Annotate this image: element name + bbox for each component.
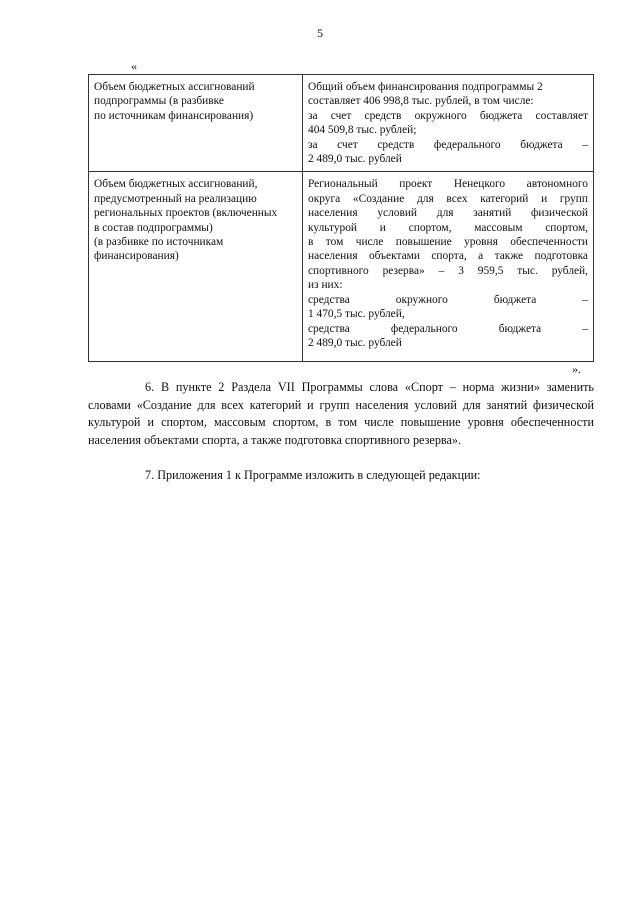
row1-left-cell (89, 75, 303, 172)
cell-line: (в разбивке по источникам (94, 236, 224, 249)
cell-line: культурой и спортом, массовым спортом, (308, 221, 588, 234)
cell-line: населения объектами спорта, а также подготовка (308, 250, 588, 263)
table-row (89, 75, 594, 172)
cell-line: из них: (308, 279, 343, 292)
cell-line: населения условий для занятий физической (308, 207, 588, 220)
cell-line: 404 509,8 тыс. рублей; (308, 124, 417, 137)
cell-line: 2 489,0 тыс. рублей (308, 336, 402, 349)
cell-line: региональных проектов (включенных (94, 207, 278, 220)
cell-line: в состав подпрограммы) (94, 221, 213, 234)
cell-line: финансирования) (94, 250, 179, 263)
row2-right-cell (303, 172, 594, 362)
row1-right-cell (303, 75, 594, 172)
cell-line: предусмотренный на реализацию (94, 192, 257, 205)
cell-line: Общий объем финансирования подпрограммы 2 (308, 81, 543, 93)
budget-table (88, 74, 594, 362)
cell-line: подпрограммы (в разбивке (94, 95, 224, 108)
paragraph-7: 7. Приложения 1 к Программе изложить в следующей редакции: (145, 468, 481, 482)
cell-line: Объем бюджетных ассигнований (94, 81, 255, 93)
closing-quote: ». (572, 362, 581, 376)
cell-line: по источникам финансирования) (94, 109, 254, 122)
paragraph-6: 6. В пункте 2 Раздела VII Программы слова «Спорт – норма жизни» заменить словами «Создание для всех категорий и групп населения условий для занятий физической культурой и спортом, массовым спортом, в том числе повышение уровня обеспеченности населения объектами спорта, а также подготовка спортивного резерва». (88, 380, 594, 447)
cell-line: в том числе повышение уровня обеспеченности (308, 236, 588, 249)
table-row (89, 172, 594, 362)
cell-line: спортивного резерва» – 3 959,5 тыс. рублей, (308, 264, 588, 277)
cell-line: Региональный проект Ненецкого автономного (308, 178, 588, 191)
cell-line: 1 470,5 тыс. рублей, (308, 308, 405, 321)
cell-line: Объем бюджетных ассигнований, (94, 178, 258, 191)
cell-line: округа «Создание для всех категорий и групп (308, 192, 588, 205)
cell-line: 2 489,0 тыс. рублей (308, 153, 402, 166)
cell-line: за счет средств федерального бюджета – (308, 138, 588, 151)
cell-line: составляет 406 998,8 тыс. рублей, в том числе: (308, 95, 534, 108)
row2-left-cell (89, 172, 303, 362)
cell-line: за счет средств окружного бюджета составляет (308, 109, 588, 122)
opening-quote: « (131, 59, 137, 73)
cell-line: средства окружного бюджета – (308, 293, 588, 306)
page-number: 5 (317, 26, 323, 40)
cell-line: средства федерального бюджета – (308, 322, 588, 335)
